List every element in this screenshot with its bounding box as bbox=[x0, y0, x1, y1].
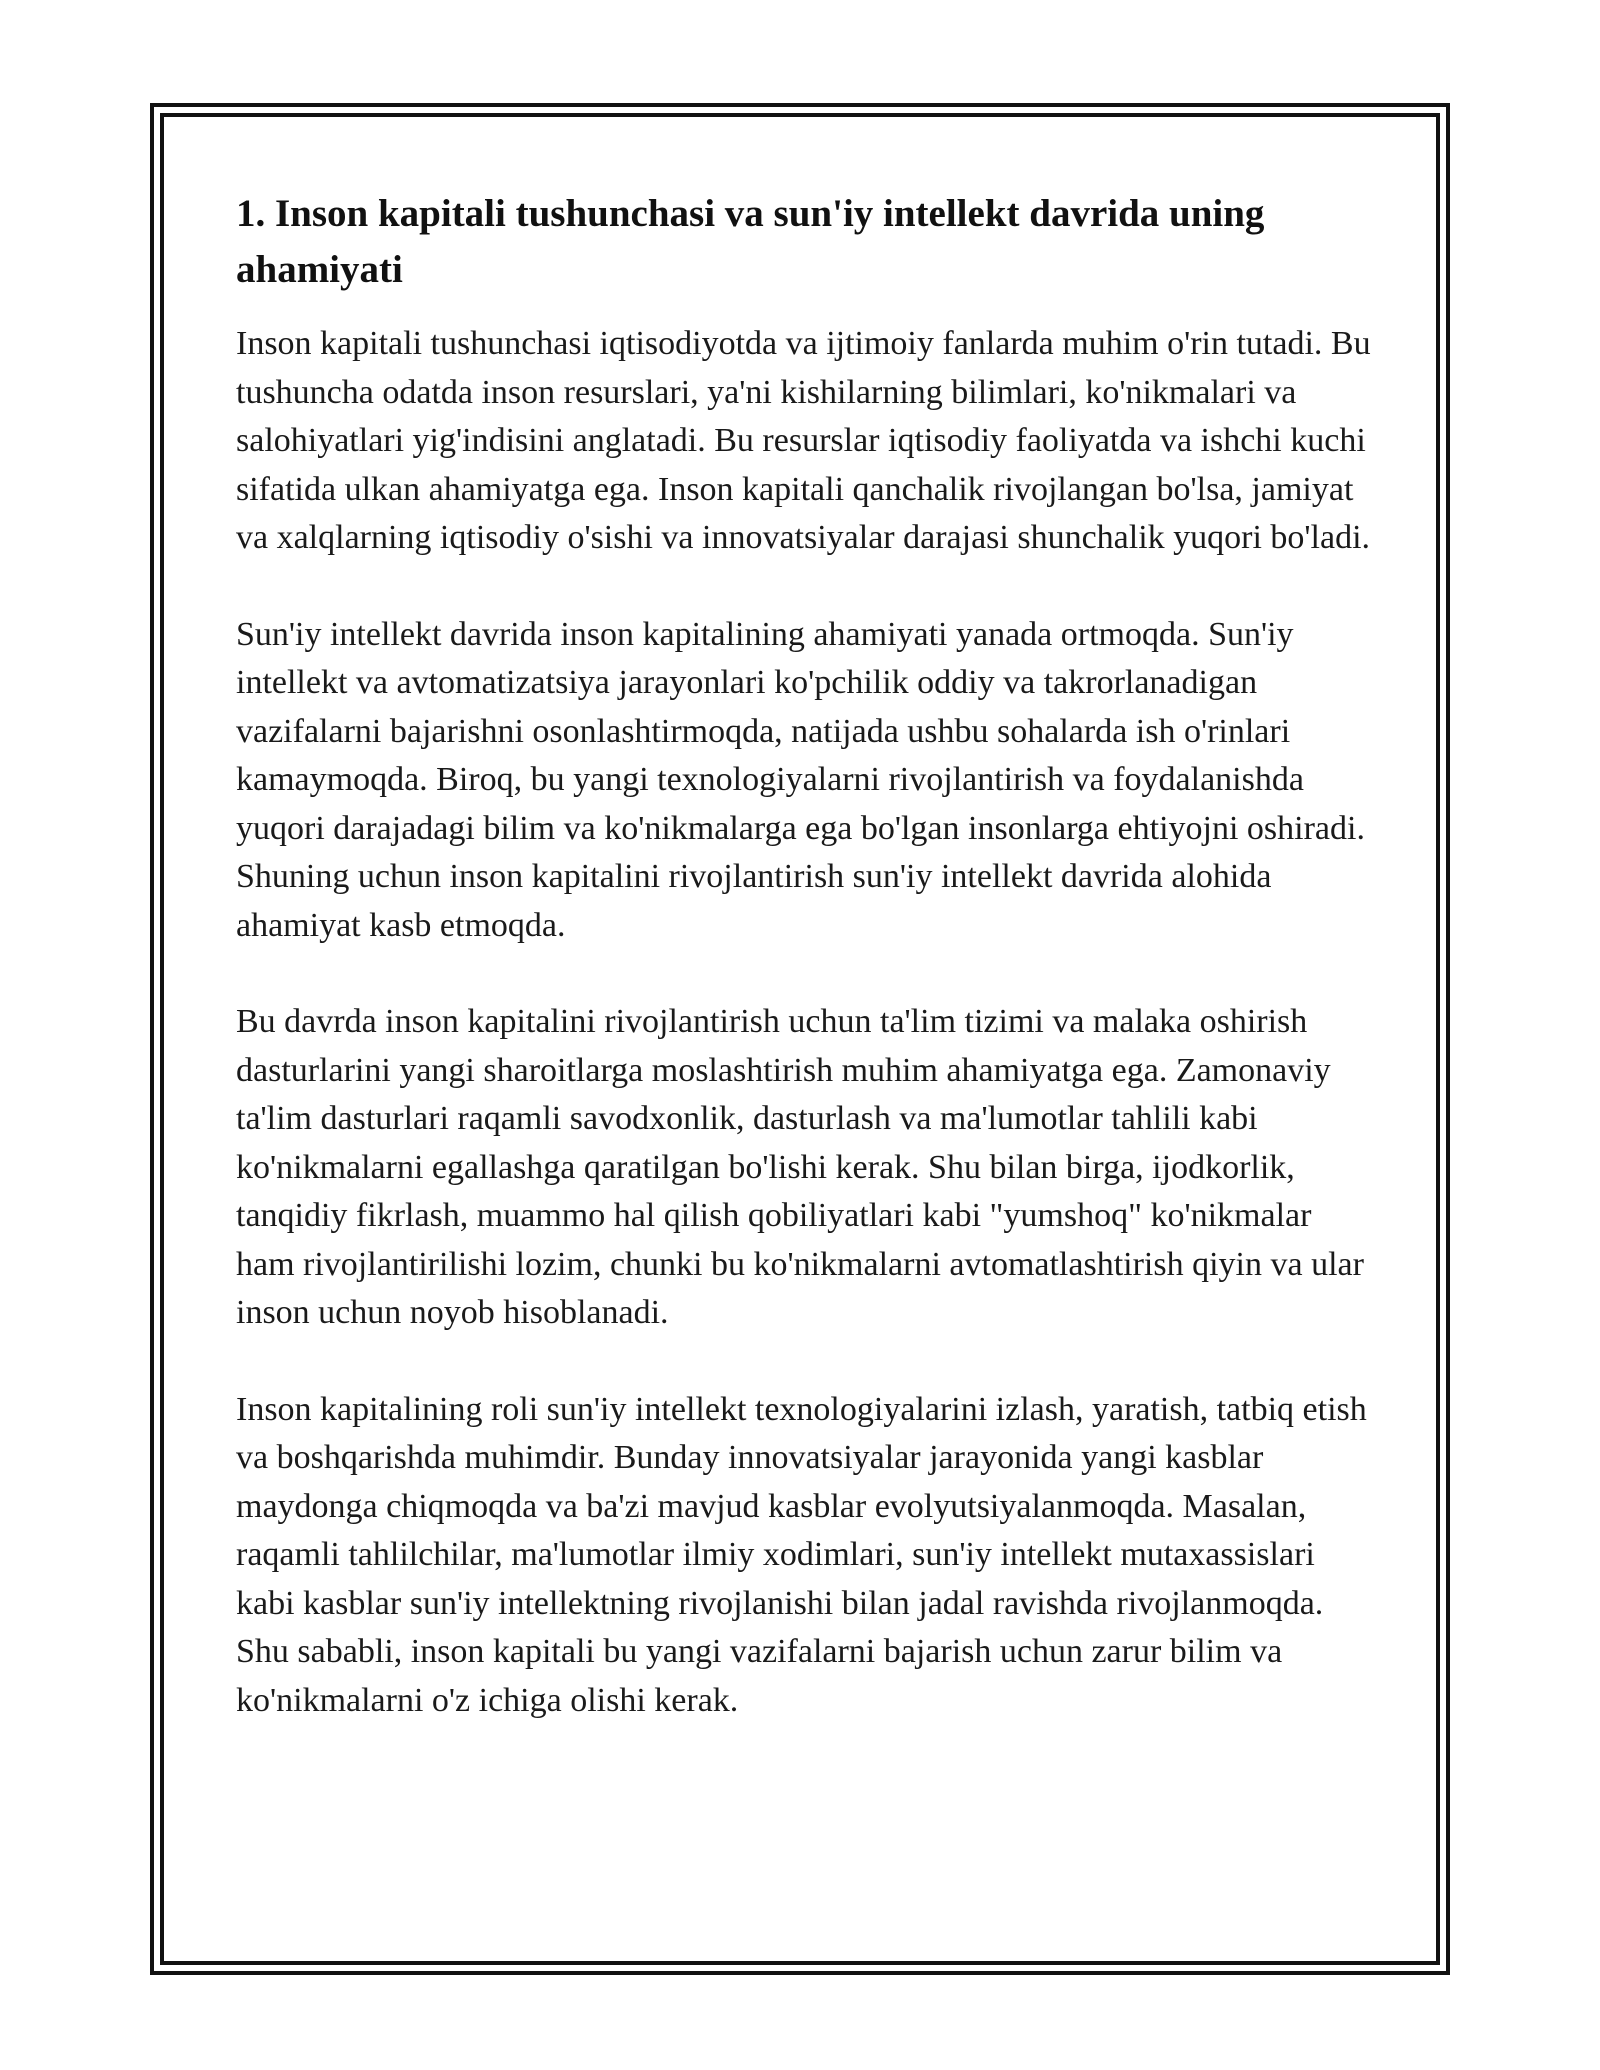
paragraph-2: Sun'iy intellekt davrida inson kapitalining ahamiyati yanada ortmoqda. Sun'iy intellekt va avtomatizatsiya jarayonlari ko'pchilik oddiy va takrorlanadigan vazifalarni bajarishni osonlashtirmoqda, natijada ushbu sohalarda ish o'rinlari kamaymoqda. Biroq, bu yangi texnologiyalarni rivojlantirish va foydalanishda yuqori darajadagi bilim va ko'nikmalarga ega bo'lgan insonlarga ehtiyojni oshiradi. Shuning uchun inson kapitalini rivojlantirish sun'iy intellekt davrida alohida ahamiyat kasb etmoqda. bbox=[236, 615, 1365, 944]
paragraph-3: Bu davrda inson kapitalini rivojlantirish uchun ta'lim tizimi va malaka oshirish dasturlarini yangi sharoitlarga moslashtirish muhim ahamiyatga ega. Zamonaviy ta'lim dasturlari raqamli savodxonlik, dasturlash va ma'lumotlar tahlili kabi ko'nikmalarni egallashga qaratilgan bo'lishi kerak. Shu bilan birga, ijodkorlik, tanqidiy fikrlash, muammo hal qilish qobiliyatlari kabi "yumshoq" ko'nikmalar ham rivojlantirilishi lozim, chunki bu ko'nikmalarni avtomatlashtirish qiyin va ular inson uchun noyob hisoblanadi. bbox=[236, 1003, 1364, 1331]
document-body bbox=[236, 186, 1376, 1773]
paragraph-1: Inson kapitali tushunchasi iqtisodiyotda va ijtimoiy fanlarda muhim o'rin tutadi. Bu tushuncha odatda inson resurslari, ya'ni kishilarning bilimlari, ko'nikmalari va salohiyatlari yig'indisini anglatadi. Bu resurslar iqtisodiy faoliyatda va ishchi kuchi sifatida ulkan ahamiyatga ega. Inson kapitali qanchalik rivojlangan bo'lsa, jamiyat va xalqlarning iqtisodiy o'sishi va innovatsiyalar darajasi shunchalik yuqori bo'ladi. bbox=[236, 325, 1371, 556]
section-heading: 1. Inson kapitali tushunchasi va sun'iy intellekt davrida uning ahamiyati bbox=[236, 192, 1265, 291]
paragraph-4: Inson kapitalining roli sun'iy intellekt texnologiyalarini izlash, yaratish, tatbiq etish va boshqarishda muhimdir. Bunday innovatsiyalar jarayonida yangi kasblar maydonga chiqmoqda va ba'zi mavjud kasblar evolyutsiyalanmoqda. Masalan, raqamli tahlilchilar, ma'lumotlar ilmiy xodimlari, sun'iy intellekt mutaxassislari kabi kasblar sun'iy intellektning rivojlanishi bilan jadal ravishda rivojlanmoqda. Shu sababli, inson kapitali bu yangi vazifalarni bajarish uchun zarur bilim va ko'nikmalarni o'z ichiga olishi kerak. bbox=[236, 1390, 1367, 1719]
